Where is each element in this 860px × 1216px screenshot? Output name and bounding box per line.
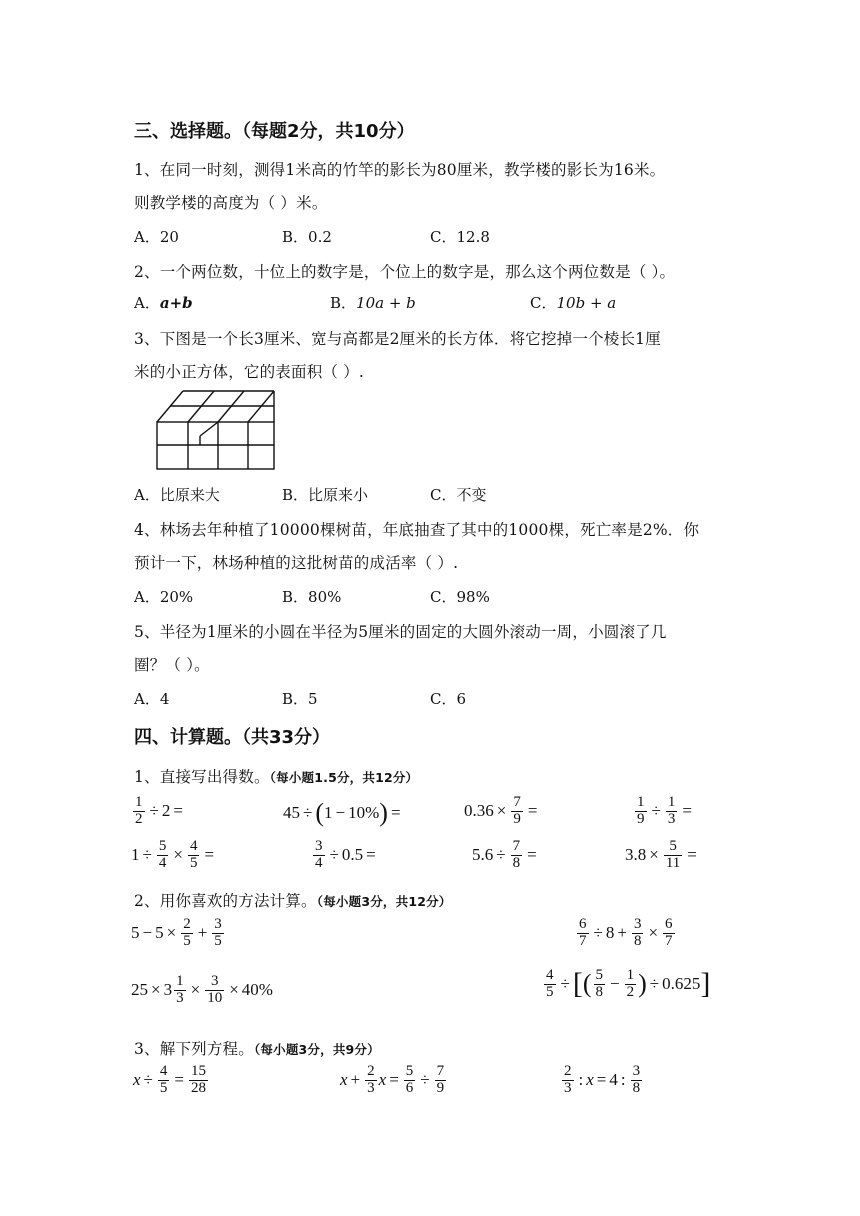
q5-option-b[interactable]: B．5 <box>282 690 318 708</box>
q5-line1: 5、半径为1厘米的小圆在半径为5厘米的固定的大圆外滚动一周，小圆滚了几 <box>134 623 667 641</box>
part2-note: （每小题3分，共12分） <box>316 894 452 909</box>
q5-line2: 圈？（ ）。 <box>134 656 210 674</box>
calc-1-6: $\frac{3}{4}$ ÷ 0.5 = <box>315 838 376 871</box>
part3-text: 3、解下列方程。 <box>134 1040 254 1058</box>
q1-option-b[interactable]: B．0.2 <box>282 228 332 246</box>
cuboid-figure <box>150 384 285 474</box>
part2-heading <box>134 889 452 911</box>
part1-heading <box>134 765 418 787</box>
q1-option-a[interactable]: A．20 <box>134 228 179 246</box>
q2-line1: 2、一个两位数，十位上的数字是，个位上的数字是，那么这个两位数是（ ）。 <box>134 263 676 281</box>
q3-option-b[interactable]: B．比原来小 <box>282 486 369 504</box>
q4-option-c[interactable]: C．98% <box>430 588 490 606</box>
part3-heading <box>134 1037 380 1059</box>
calc-2-3: 25 × 3 $\frac{1}{3}$ × $\frac{3}{10}$ × 40% <box>131 973 273 1006</box>
q5-option-a[interactable]: A．4 <box>134 690 170 708</box>
q3-option-c[interactable]: C．不变 <box>430 486 487 504</box>
q1-line2: 则教学楼的高度为（ ）米。 <box>134 194 328 212</box>
calc-1-3: 0.36 × $\frac{7}{9}$ = <box>464 794 538 827</box>
calc-1-1: $\frac{1}{2}$ ÷ 2 = <box>135 794 183 827</box>
calc-1-5: 1 ÷ $\frac{5}{4}$ × $\frac{4}{5}$ = <box>131 838 215 871</box>
q4-option-a[interactable]: A．20% <box>134 588 194 606</box>
calc-1-8: 3.8 × $\frac{5}{11}$ = <box>625 838 697 871</box>
part1-note: （每小题1.5分，共12分） <box>269 770 419 785</box>
option-label: B． <box>330 294 357 312</box>
option-expr: a+b <box>159 294 193 312</box>
q4-line1: 4、林场去年种植了10000棵树苗，年底抽查了其中的1000棵，死亡率是2%．你 <box>134 521 700 539</box>
equation-2: x + $\frac{2}{3}$ x = $\frac{5}{6}$ ÷ $\frac{7}{9}$ <box>340 1063 445 1096</box>
option-expr: 10b + a <box>556 294 617 312</box>
calc-1-2: 45 ÷ ( 1 − 10% ) = <box>283 798 401 827</box>
part2-text: 2、用你喜欢的方法计算。 <box>134 892 317 910</box>
q3-line1: 3、下图是一个长3厘米、宽与高都是2厘米的长方体．将它挖掉一个棱长1厘 <box>134 330 661 348</box>
equation-1: x ÷ $\frac{4}{5}$ = $\frac{15}{28}$ <box>133 1063 206 1096</box>
q2-option-b[interactable] <box>330 292 416 313</box>
q4-option-b[interactable]: B．80% <box>282 588 342 606</box>
option-label: A． <box>134 294 160 312</box>
part1-text: 1、直接写出得数。 <box>134 768 270 786</box>
q2-option-c[interactable] <box>530 292 616 313</box>
section-4-title: 四、计算题。（共33分） <box>134 727 331 748</box>
q1-option-c[interactable]: C．12.8 <box>430 228 490 246</box>
q3-option-a[interactable]: A．比原来大 <box>134 486 220 504</box>
part3-note: （每小题3分，共9分） <box>253 1042 380 1057</box>
calc-1-7: 5.6 ÷ $\frac{7}{8}$ = <box>472 838 537 871</box>
calc-2-1: 5 − 5 × $\frac{2}{5}$ + $\frac{3}{5}$ <box>131 916 222 949</box>
q5-option-c[interactable]: C．6 <box>430 690 467 708</box>
equation-3: 2 3 : x = 4 : 3 8 <box>564 1063 641 1096</box>
q1-line1: 1、在同一时刻，测得1米高的竹竿的影长为80厘米，教学楼的影长为16米。 <box>134 161 666 179</box>
calc-2-2: $\frac{6}{7}$ ÷ 8 + $\frac{3}{8}$ × $\frac{6}{7}$ <box>579 916 673 949</box>
q3-line2: 米的小正方体，它的表面积（ ）. <box>134 363 365 381</box>
calc-2-4: $\frac{4}{5}$ ÷ [ ( 5 8 − $\frac{1}{2}$ ) ÷ 0.625 ] <box>546 967 711 1000</box>
q2-option-a[interactable] <box>134 292 193 313</box>
option-label: C． <box>530 294 557 312</box>
calc-1-4: $\frac{1}{9}$ ÷ $\frac{1}{3}$ = <box>637 794 692 827</box>
section-3-title: 三、选择题。（每题2分，共10分） <box>134 121 415 142</box>
option-expr: 10a + b <box>356 294 416 312</box>
q4-line2: 预计一下，林场种植的这批树苗的成活率（ ）. <box>134 554 459 572</box>
